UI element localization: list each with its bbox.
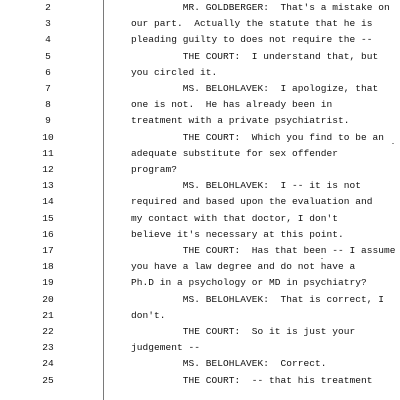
- transcript-line: [0, 259, 400, 275]
- transcript-line: [0, 308, 400, 324]
- line-text: our part. Actually the statute that he is: [131, 18, 373, 30]
- line-number: 8: [45, 99, 51, 111]
- line-number: 22: [42, 326, 54, 337]
- line-number: 15: [42, 212, 54, 224]
- line-text: you have a law degree and do not have a: [131, 261, 356, 273]
- transcript-line: [0, 194, 400, 210]
- line-text: required and based upon the evaluation and: [131, 196, 373, 208]
- line-text: MS. BELOHLAVEK: I apologize, that: [131, 83, 379, 94]
- line-number: 5: [45, 50, 51, 62]
- transcript-line: [0, 32, 400, 48]
- line-text: THE COURT: -- that his treatment: [131, 374, 373, 386]
- transcript-line: [0, 81, 400, 97]
- line-number: 16: [42, 228, 54, 240]
- line-text: THE COURT: Which you find to be an: [131, 131, 385, 143]
- transcript-line: [0, 97, 400, 113]
- line-number: 24: [42, 358, 54, 370]
- line-text: MR. GOLDBERGER: That's a mistake on: [131, 2, 390, 13]
- line-text: believe it's necessary at this point.: [131, 228, 344, 240]
- line-number: 19: [42, 277, 54, 289]
- line-number: 2: [45, 2, 51, 13]
- line-number: 17: [42, 245, 54, 256]
- transcript-line: [0, 340, 400, 356]
- line-number: 10: [42, 131, 54, 143]
- line-text: one is not. He has already been in: [131, 99, 333, 111]
- transcript-line: [0, 49, 400, 65]
- line-text: you circled it.: [131, 66, 218, 78]
- line-text: pleading guilty to does not require the --: [131, 34, 373, 46]
- line-text: MS. BELOHLAVEK: Correct.: [131, 358, 327, 370]
- line-number: 20: [42, 293, 54, 305]
- scan-speck: [321, 258, 323, 259]
- transcript-line: [0, 0, 400, 16]
- transcript-line: [0, 65, 400, 81]
- line-number: 21: [42, 309, 54, 321]
- line-number: 18: [42, 261, 54, 273]
- transcript-line: [0, 227, 400, 243]
- line-text: my contact with that doctor, I don't: [131, 212, 339, 224]
- line-text: MS. BELOHLAVEK: I -- it is not: [131, 180, 362, 192]
- transcript-line: [0, 243, 400, 259]
- line-number: 11: [42, 147, 54, 159]
- transcript-line: [0, 292, 400, 308]
- line-number: 7: [45, 83, 51, 94]
- line-text: program?: [131, 164, 178, 175]
- transcript-line: [0, 324, 400, 340]
- line-number: 12: [42, 164, 54, 175]
- line-text: MS. BELOHLAVEK: That is correct, I: [131, 293, 385, 305]
- line-text: THE COURT: I understand that, but: [131, 50, 379, 62]
- transcript-line: [0, 373, 400, 389]
- line-number: 13: [42, 180, 54, 192]
- line-text: don't.: [131, 309, 166, 321]
- transcript-line: [0, 275, 400, 291]
- line-number: 25: [42, 374, 54, 386]
- line-text: THE COURT: Has that been -- I assume: [131, 245, 396, 256]
- transcript-line: [0, 113, 400, 129]
- line-number: 4: [45, 34, 51, 46]
- line-text: adequate substitute for sex offender: [131, 147, 339, 159]
- transcript-line: [0, 178, 400, 194]
- line-text: treatment with a private psychiatrist.: [131, 115, 350, 127]
- transcript-line: [0, 356, 400, 372]
- transcript-line: [0, 162, 400, 178]
- line-number: 14: [42, 196, 54, 208]
- line-text: judgement --: [131, 342, 201, 354]
- line-number: 9: [45, 115, 51, 127]
- transcript-line: [0, 146, 400, 162]
- transcript-line: [0, 211, 400, 227]
- transcript-line: [0, 16, 400, 32]
- scan-speck: [392, 143, 394, 144]
- transcript-line: [0, 130, 400, 146]
- line-text: Ph.D in a psychology or MD in psychiatry?: [131, 277, 367, 289]
- line-text: THE COURT: So it is just your: [131, 326, 356, 337]
- line-number: 3: [45, 18, 51, 30]
- line-number: 6: [45, 66, 51, 78]
- line-number: 23: [42, 342, 54, 354]
